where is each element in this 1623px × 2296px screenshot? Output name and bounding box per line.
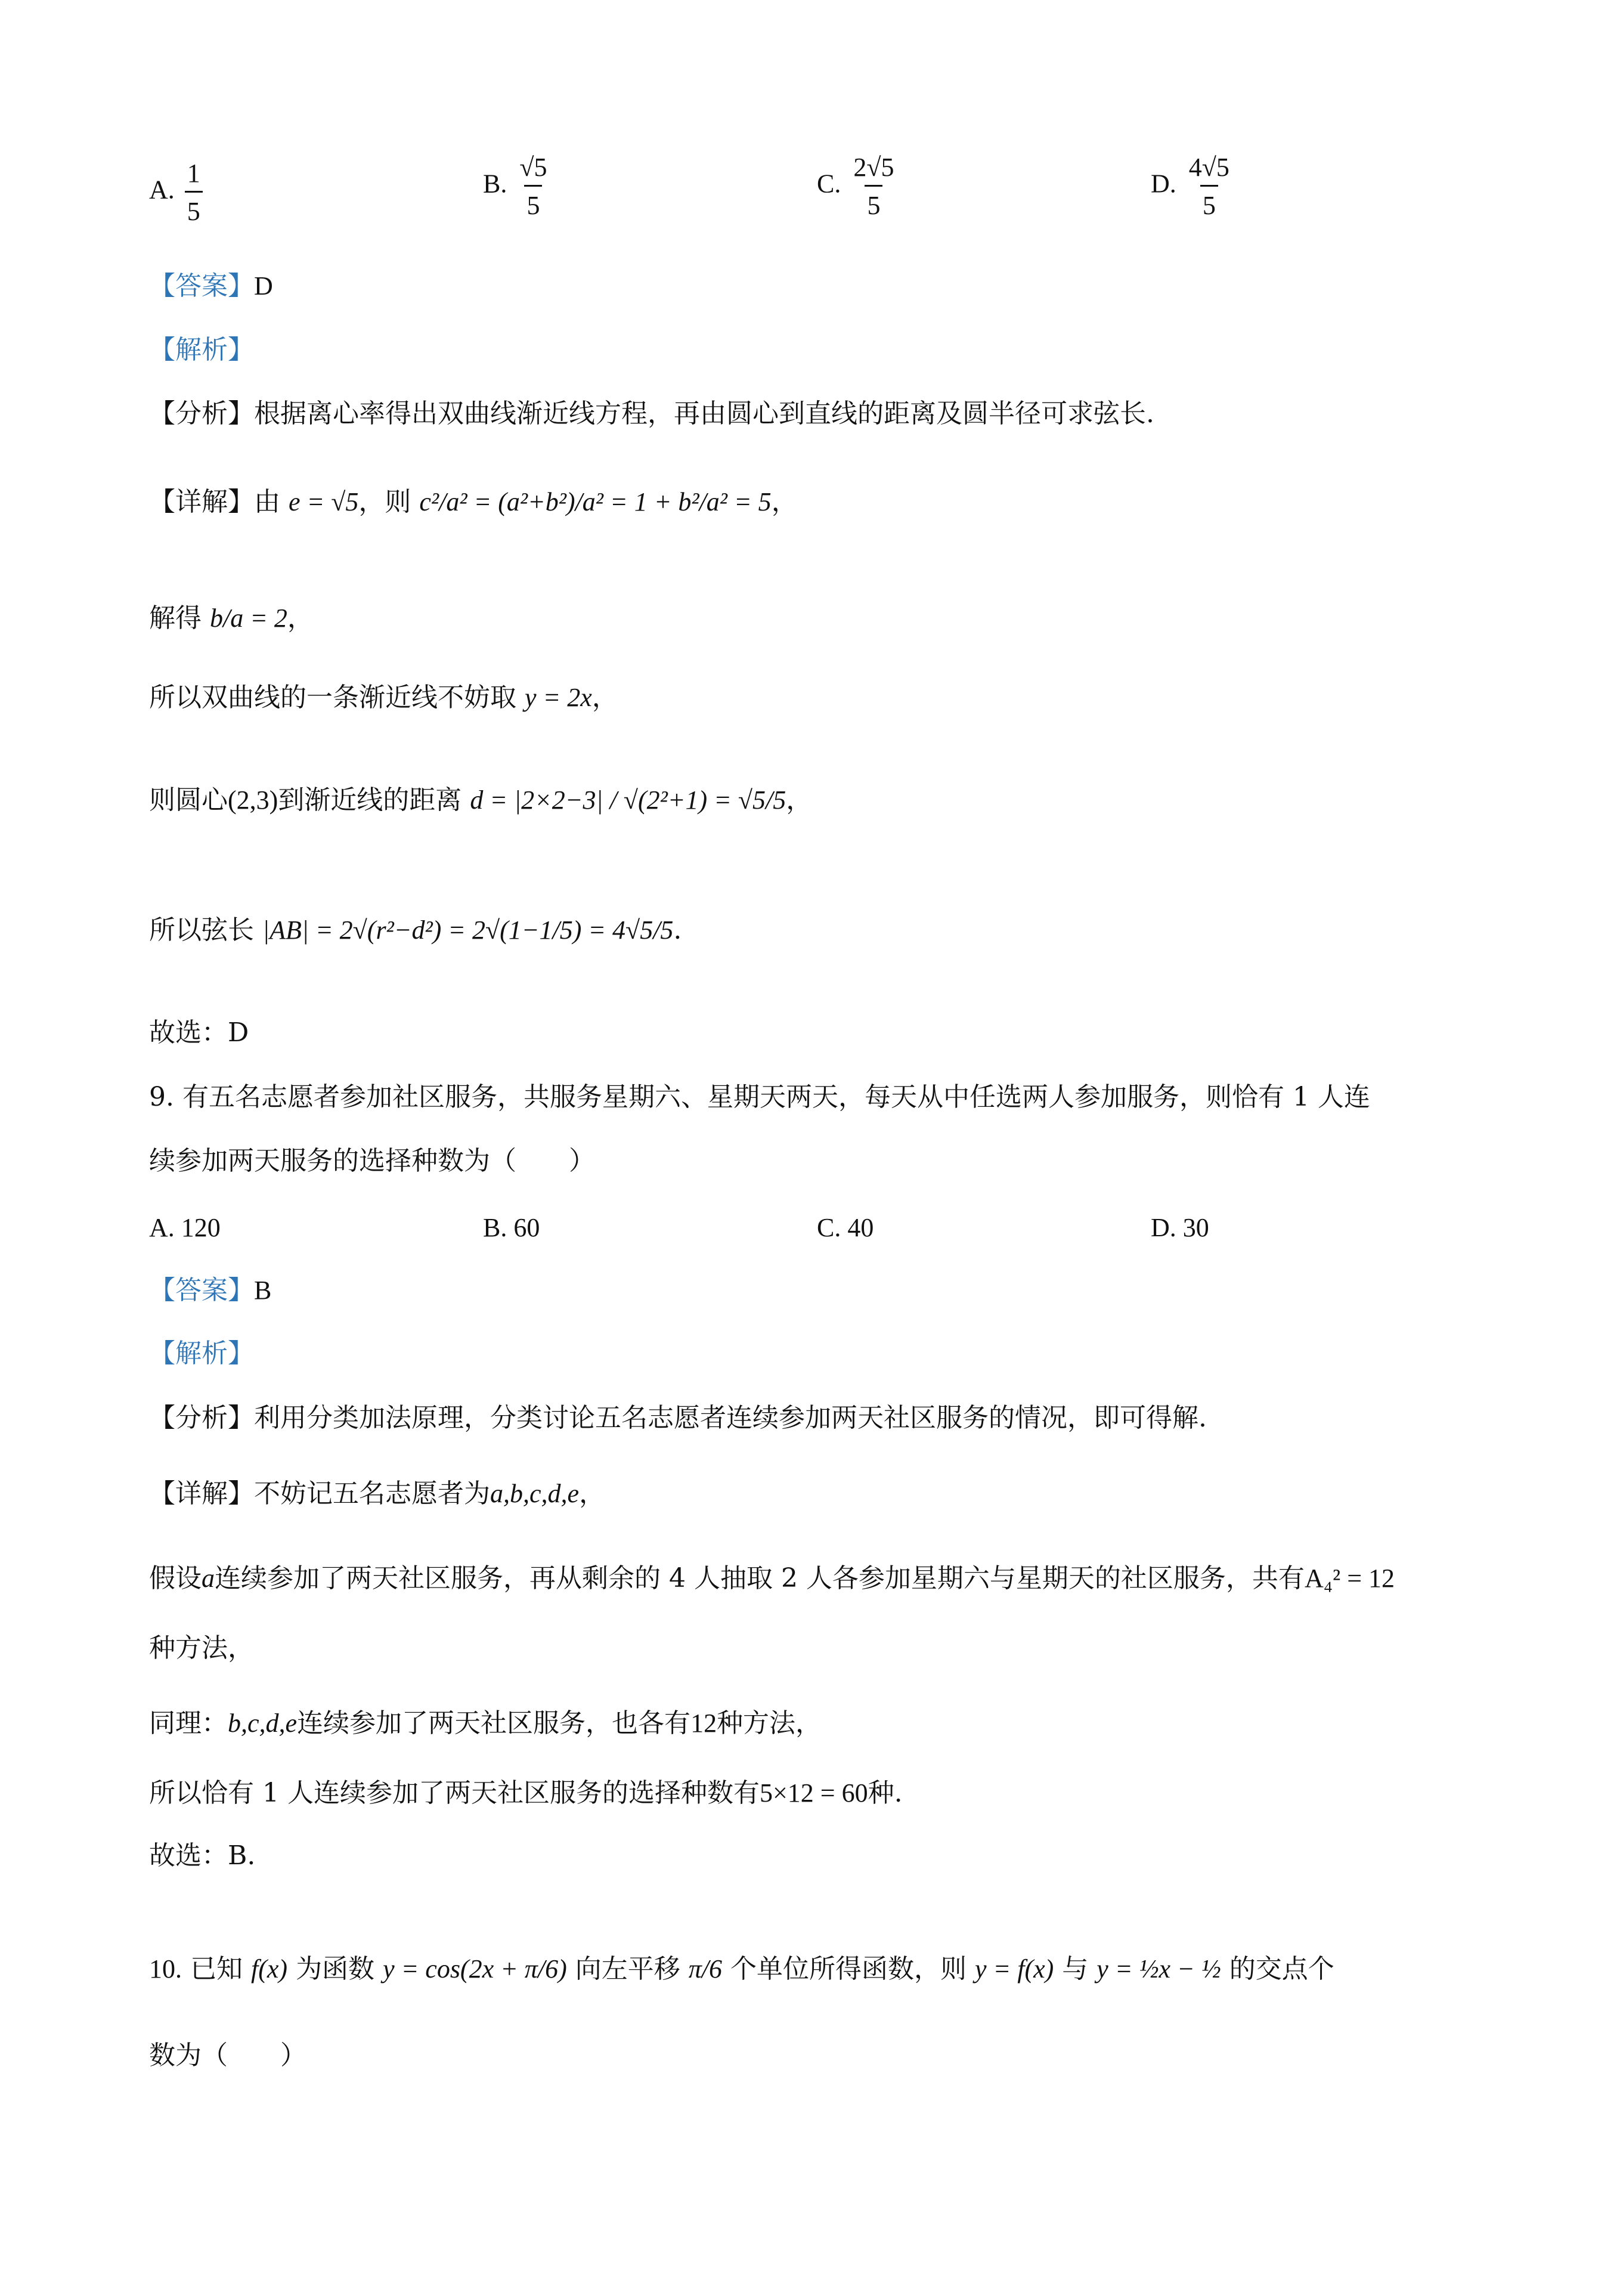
text: 到渐近线的距离 xyxy=(278,785,462,815)
q8-answer xyxy=(149,273,273,299)
q8-option-c xyxy=(817,152,900,221)
option-value xyxy=(851,152,896,221)
q9-option-d xyxy=(1151,1212,1209,1243)
q8-analysis-tag: 【解析】 xyxy=(149,335,254,365)
numerator: 1 xyxy=(187,159,200,188)
option-label: A. xyxy=(149,175,175,205)
math: 12 xyxy=(690,1709,717,1738)
q9-step3 xyxy=(149,1710,822,1737)
option-label: B. xyxy=(483,1213,507,1242)
option-label: D. xyxy=(1151,169,1176,199)
q9-answer xyxy=(149,1277,271,1304)
numerator: 4√5 xyxy=(1188,153,1229,182)
text: 与 xyxy=(1062,1954,1089,1984)
text: ， xyxy=(579,1478,606,1509)
q8-step2 xyxy=(149,605,314,632)
answer-tag: 【答案】 xyxy=(149,271,254,301)
text: 个单位所得函数，则 xyxy=(730,1954,967,1984)
math: y = f(x) xyxy=(975,1954,1054,1984)
text: 所以恰有 1 人连续参加了两天社区服务的选择种数有 xyxy=(149,1778,760,1808)
q8-option-b xyxy=(483,152,553,221)
question-number: 10. xyxy=(149,1954,182,1984)
denominator: 5 xyxy=(1200,185,1218,221)
fenxi-text: 根据离心率得出双曲线渐近线方程，再由圆心到直线的距离及圆半径可求弦长. xyxy=(254,398,1154,429)
q9-step1 xyxy=(149,1478,606,1509)
q9-stem-line2: 续参加两天服务的选择种数为（ ） xyxy=(149,1146,595,1176)
q9-step2-cont: 种方法， xyxy=(149,1633,254,1663)
math: e = √5 xyxy=(289,487,359,516)
text: 连续参加了两天社区服务，再从剩余的 4 人抽取 2 人各参加星期六与星期天的社区服务，共有 xyxy=(215,1563,1305,1593)
text: 为函数 xyxy=(296,1954,375,1984)
numerator: √5 xyxy=(519,153,547,182)
answer-tag: 【答案】 xyxy=(149,1275,254,1305)
xiangjie-tag: 【详解】 xyxy=(149,487,254,517)
q8-option-d xyxy=(1151,152,1235,221)
option-value: 120 xyxy=(181,1213,221,1242)
q8-option-a xyxy=(149,158,206,227)
text: ， xyxy=(591,682,618,713)
text: 的交点个 xyxy=(1229,1954,1334,1984)
q9-fenxi xyxy=(149,1405,1207,1431)
q8-step4 xyxy=(149,787,812,813)
q9-step4 xyxy=(149,1780,903,1806)
q8-step5 xyxy=(149,917,682,943)
math: a xyxy=(202,1564,215,1593)
text: 所以弦长 xyxy=(149,915,254,945)
q9-option-b xyxy=(483,1212,540,1243)
q10-stem-line1 xyxy=(149,1956,1334,1982)
text: ， xyxy=(287,603,314,633)
math: b/a = 2 xyxy=(210,604,287,633)
q9-conclusion: 故选：B. xyxy=(149,1840,256,1871)
math: d = |2×2−3| / √(2²+1) = √5/5 xyxy=(470,785,786,815)
option-label: D. xyxy=(1151,1213,1176,1242)
text: 已知 xyxy=(190,1954,243,1984)
math: b,c,d,e xyxy=(228,1709,298,1738)
text: . xyxy=(673,915,682,945)
math: a,b,c,d,e xyxy=(490,1479,580,1508)
q9-option-a xyxy=(149,1212,221,1243)
text: 假设 xyxy=(149,1563,202,1593)
q9-analysis-tag: 【解析】 xyxy=(149,1338,254,1369)
text: 所以双曲线的一条渐近线不妨取 xyxy=(149,682,516,713)
q8-fenxi xyxy=(149,398,1154,429)
text: 不妨记五名志愿者为 xyxy=(254,1478,490,1509)
text: 解得 xyxy=(149,603,202,633)
q10-stem-line2: 数为（ ） xyxy=(149,2040,306,2071)
option-value xyxy=(517,152,549,221)
text: ， xyxy=(771,487,798,517)
text: 连续参加了两天社区服务，也各有 xyxy=(297,1708,691,1738)
q8-step3 xyxy=(149,682,618,713)
math: y = cos(2x + π/6) xyxy=(383,1954,567,1984)
denominator: 5 xyxy=(185,191,203,227)
answer-value: D xyxy=(254,271,273,301)
text: 种方法， xyxy=(717,1708,822,1738)
denominator: 5 xyxy=(524,185,542,221)
math: f(x) xyxy=(251,1954,288,1984)
option-label: B. xyxy=(483,169,507,199)
math: |AB| = 2√(r²−d²) = 2√(1−1/5) = 4√5/5 xyxy=(262,915,674,945)
math: c²/a² = (a²+b²)/a² = 1 + b²/a² = 5 xyxy=(419,487,772,516)
option-value xyxy=(1187,152,1232,221)
math: π/6 xyxy=(688,1954,723,1984)
option-label: A. xyxy=(149,1213,175,1242)
text: 向左平移 xyxy=(575,1954,680,1984)
math: (2,3) xyxy=(228,785,278,815)
answer-value: B xyxy=(254,1276,272,1305)
text: 同理： xyxy=(149,1708,228,1738)
math: A₄² = 12 xyxy=(1304,1564,1395,1593)
q8-conclusion: 故选：D xyxy=(149,1017,249,1048)
text: 由 xyxy=(254,487,280,517)
text: ，则 xyxy=(358,487,411,517)
option-label: C. xyxy=(817,1213,841,1242)
q9-step2 xyxy=(149,1565,1395,1592)
option-value: 40 xyxy=(847,1213,874,1242)
math: y = 2x xyxy=(525,683,592,712)
fenxi-tag: 【分析】 xyxy=(149,398,254,429)
q9-option-c xyxy=(817,1212,874,1243)
option-value xyxy=(185,158,203,227)
math: 5×12 = 60 xyxy=(759,1778,868,1808)
text: ， xyxy=(786,785,813,815)
text: 种. xyxy=(868,1778,903,1808)
math: y = ½x − ½ xyxy=(1097,1954,1221,1984)
xiangjie-tag: 【详解】 xyxy=(149,1478,254,1509)
fenxi-tag: 【分析】 xyxy=(149,1403,254,1433)
denominator: 5 xyxy=(865,185,882,221)
q9-stem-line1: 9. 有五名志愿者参加社区服务，共服务星期六、星期天两天，每天从中任选两人参加服务，则恰有 1 人连 xyxy=(149,1082,1370,1112)
fenxi-text: 利用分类加法原理，分类讨论五名志愿者连续参加两天社区服务的情况，即可得解. xyxy=(254,1403,1207,1433)
numerator: 2√5 xyxy=(853,153,894,182)
option-label: C. xyxy=(817,169,841,199)
q8-step1 xyxy=(149,489,798,515)
text: 则圆心 xyxy=(149,785,228,815)
option-value: 60 xyxy=(513,1213,540,1242)
option-value: 30 xyxy=(1182,1213,1209,1242)
